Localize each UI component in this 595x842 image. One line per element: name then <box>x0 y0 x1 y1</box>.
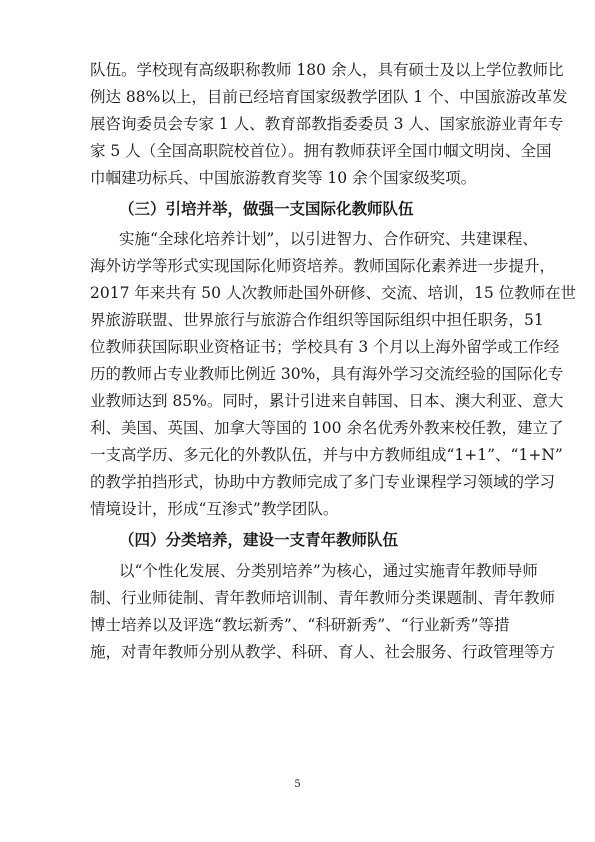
body-text-line: 2017 年来共有 50 人次教师赴国外研修、交流、培训，15 位教师在世 <box>90 284 577 302</box>
body-text-line: 利、美国、英国、加拿大等国的 100 余名优秀外教来校任教，建立了 <box>90 419 564 437</box>
body-text-line: 界旅游联盟、世界旅行与旅游合作组织等国际组织中担任职务，51 <box>90 311 544 329</box>
body-text-line: 制、行业师徒制、青年教师培训制、青年教师分类课题制、青年教师 <box>90 589 556 607</box>
body-text-line: 例达 88%以上，目前已经培育国家级教学团队 1 个、中国旅游改革发 <box>90 88 568 106</box>
body-text-line: 一支高学历、多元化的外教队伍，并与中方教师组成“1+1”、“1+N” <box>90 446 563 464</box>
body-text-line: 历的教师占专业教师比例近 30%，具有海外学习交流经验的国际化专 <box>90 365 564 383</box>
body-text-line: 队伍。学校现有高级职称教师 180 余人，具有硕士及以上学位教师比 <box>90 61 564 79</box>
body-text-line: 情境设计，形成“互渗式”教学团队。 <box>90 500 339 518</box>
body-text-line: 实施“全球化培养计划”，以引进智力、合作研究、共建课程、 <box>119 230 538 248</box>
body-text-line: 业教师达到 85%。同时，累计引进来自韩国、日本、澳大利亚、意大 <box>90 392 564 410</box>
body-text-line: 展咨询委员会专家 1 人、教育部教指委委员 3 人、国家旅游业青年专 <box>90 115 564 133</box>
body-text-line: 施，对青年教师分别从教学、科研、育人、社会服务、行政管理等方 <box>90 643 556 661</box>
body-text-line: 巾帼建功标兵、中国旅游教育奖等 10 余个国家级奖项。 <box>90 169 477 187</box>
body-text-line: 位教师获国际职业资格证书；学校具有 3 个月以上海外留学或工作经 <box>90 338 560 356</box>
body-text-line: 博士培养以及评选“教坛新秀”、“科研新秀”、“行业新秀”等措 <box>90 616 510 634</box>
body-text-line: 的教学拍挡形式，协助中方教师完成了多门专业课程学习领域的学习 <box>90 473 556 491</box>
body-text-line: 海外访学等形式实现国际化师资培养。教师国际化素养进一步提升， <box>90 257 556 275</box>
section-heading-3: （三）引培并举，做强一支国际化教师队伍 <box>119 199 414 218</box>
page-number: 5 <box>294 779 301 790</box>
body-text-line: 家 5 人（全国高职院校首位）。拥有教师获评全国巾帼文明岗、全国 <box>90 142 552 160</box>
body-text-line: 以“个性化发展、分类别培养”为核心，通过实施青年教师导师 <box>119 562 538 580</box>
section-heading-4: （四）分类培养，建设一支青年教师队伍 <box>119 530 399 549</box>
